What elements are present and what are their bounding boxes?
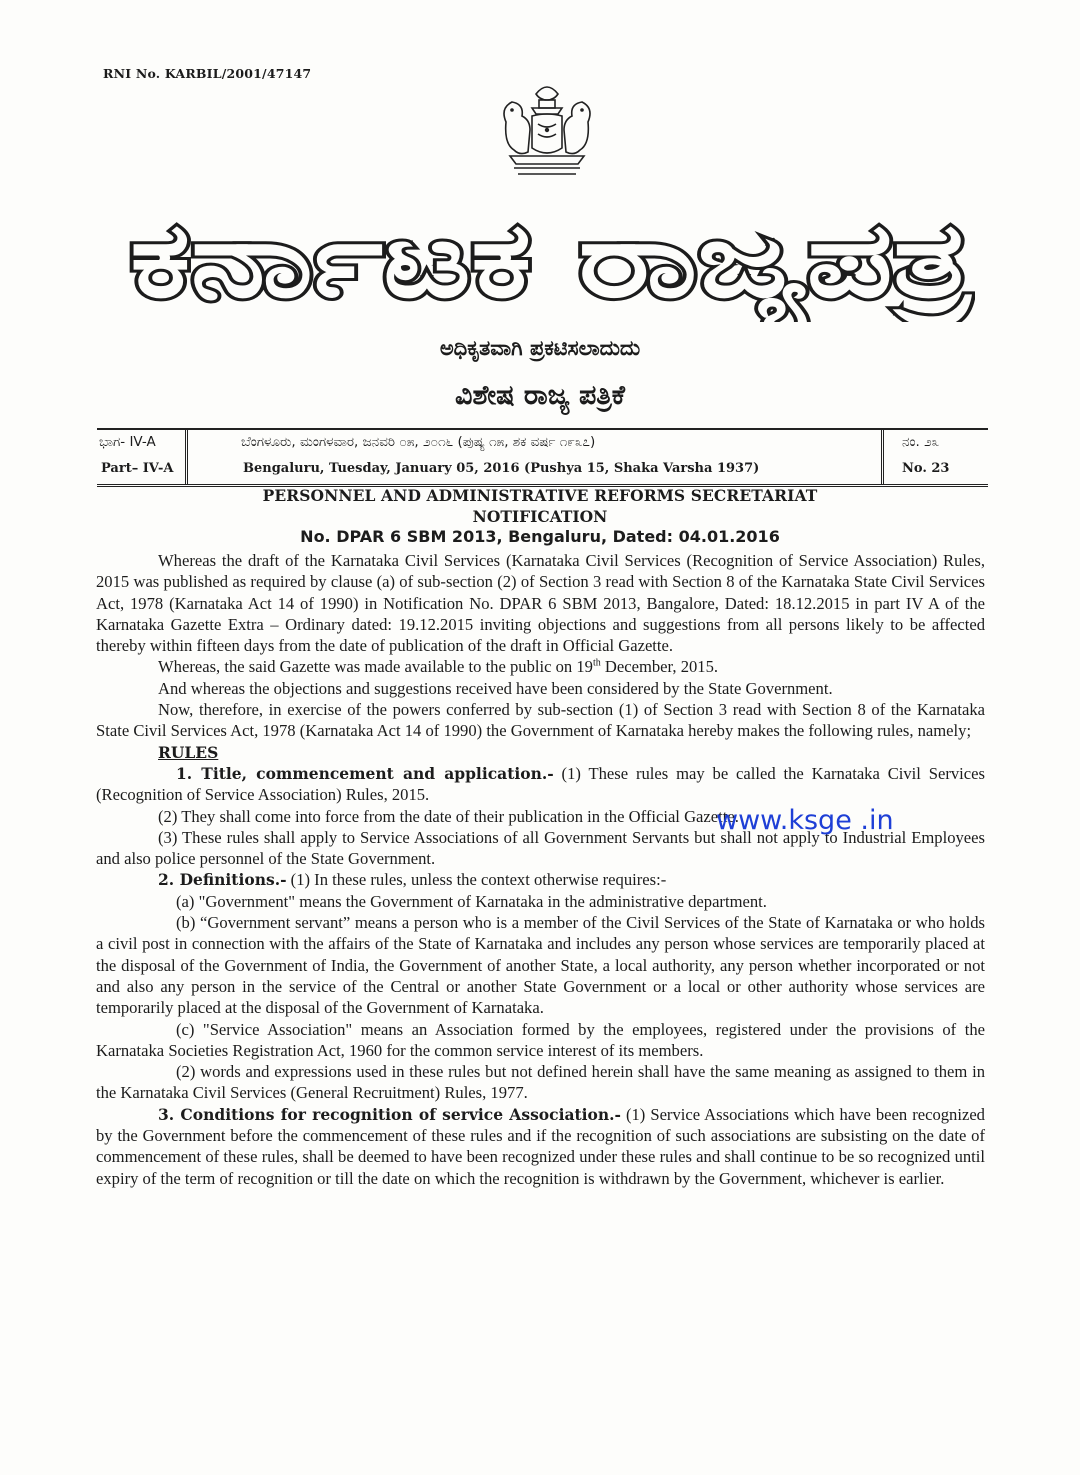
masthead-subtitle-special: ವಿಶೇಷ ರಾಜ್ಯ ಪತ್ರಿಕೆ [455,380,625,411]
paragraph-gazette-available: Whereas, the said Gazette was made available to the public on 19th December, 2015. [158,657,719,677]
rule-3-heading: 3. Conditions for recognition of service Association.- [158,1104,621,1124]
notification-reference: No. DPAR 6 SBM 2013, Bengaluru, Dated: 04.01.2016 [300,527,780,546]
issue-header-table [97,428,988,487]
rule-2-heading: 2. Definitions.- [158,870,287,890]
issue-number-english: No. 23 [902,461,950,476]
website-watermark: www.ksge .in [716,805,894,836]
rule-2: 2. Definitions.- (1) In these rules, unless the context otherwise requires:- [158,870,667,890]
issue-number-kannada: ನಂ. ೨೩ [902,434,940,450]
rule-1: 1. Title, commencement and application.- (1) These rules may be called the Karnataka Civil Services (Recognition of Service Association) Rules, 2015. [96,763,985,805]
part-label-english: Part– IV-A [101,461,174,476]
rule-1-heading: 1. Title, commencement and application.- [176,763,554,783]
masthead-subtitle-official: ಅಧಿಕೃತವಾಗಿ ಪ್ರಕಟಿಸಲಾದುದು [439,336,641,360]
issue-date-english: Bengaluru, Tuesday, January 05, 2016 (Pushya 15, Shaka Varsha 1937) [243,461,760,476]
rule-2-b: (b) “Government servant” means a person who is a member of the Civil Services of the State of Karnataka or who holds a civil post in connection with the affairs of the State of Karnataka and includes any person whose services are temporarily placed at the disposal of the Government of India, the Government of another State, a local authority, any person whether incorporated or not and also any person in the service of the Central or another State Government or a local or other authority whose services are temporarily placed at the disposal of the Government of Karnataka. [96,913,985,1018]
rule-2-2: (2) words and expressions used in these rules but not defined herein shall have the same meaning as assigned to them in the Karnataka Civil Services (General Recruitment) Rules, 1977. [96,1062,985,1103]
rule-3: 3. Conditions for recognition of service Association.- (1) Service Associations which have been recognized by the Government before the commencement of these rules and if the recognition of such associations are subsisting on the date of commencement of these rules, shall be deemed to have been recognized under these rules and shall continue to be so recognized until expiry of the term of recognition or till the date on which the recognition is withdrawn by the Government, whichever is earlier. [96,1104,985,1188]
rni-number: RNI No. KARBIL/2001/47147 [103,66,312,81]
issue-date-kannada: ಬೆಂಗಳೂರು, ಮಂಗಳವಾರ, ಜನವರಿ ೦೫, ೨೦೧೬ (ಪುಷ್ಯ ೧೫, ಶಕ ವರ್ಷ ೧೯೩೭) [241,434,596,450]
part-label-kannada: ಭಾಗ- IV-A [99,434,156,450]
paragraph-objections: And whereas the objections and suggestions received have been considered by the State Government. [158,678,833,698]
karnataka-state-emblem-icon [492,82,602,182]
rules-heading: RULES [158,742,219,762]
rule-1-2: (2) They shall come into force from the date of their publication in the Official Gazette. [158,806,739,826]
paragraph-enactment: Now, therefore, in exercise of the powers conferred by sub-section (1) of Section 3 read with Section 8 of the Karnataka State Civil Services Act, 1978 (Karnataka Act 14 of 1990) the Government of Karnataka hereby makes the following rules, namely; [96,700,985,741]
rule-1-3: (3) These rules shall apply to Service Associations of all Government Servants but shall not apply to Industrial Employees and also police personnel of the State Government. [96,827,985,869]
rule-2-c: (c) "Service Association" means an Association formed by the employees, registered under the provisions of the Karnataka Societies Registration Act, 1960 for the common service interest of its members. [96,1019,985,1060]
paragraph-draft: Whereas the draft of the Karnataka Civil Services (Karnataka Civil Services (Recognition of Service Association) Rules, 2015 was published as required by clause (a) of sub-section (2) of Section 3 read with Section 8 of the Karnataka State Civil Services Act, 1978 (Karnataka Act 14 of 1990) in Notification No. DPAR 6 SBM 2013, Bangalore, Dated: 18.12.2015 in part IV A of the Karnataka Gazette Extra – Ordinary dated: 19.12.2015 inviting objections and suggestions from all persons likely to be affected thereby within fifteen days from the date of publication of the draft in Official Gazette. [96,551,985,656]
department-heading: PERSONNEL AND ADMINISTRATIVE REFORMS SECRETARIAT [262,486,818,505]
notification-body [96,550,985,1189]
masthead-title: ಕರ್ನಾಟಕ ರಾಜ್ಯಪತ್ರ [130,199,779,321]
gazette-masthead [125,192,975,322]
rule-2-a: (a) "Government" means the Government of Karnataka in the administrative department. [176,891,767,911]
notification-heading: NOTIFICATION [472,507,608,526]
